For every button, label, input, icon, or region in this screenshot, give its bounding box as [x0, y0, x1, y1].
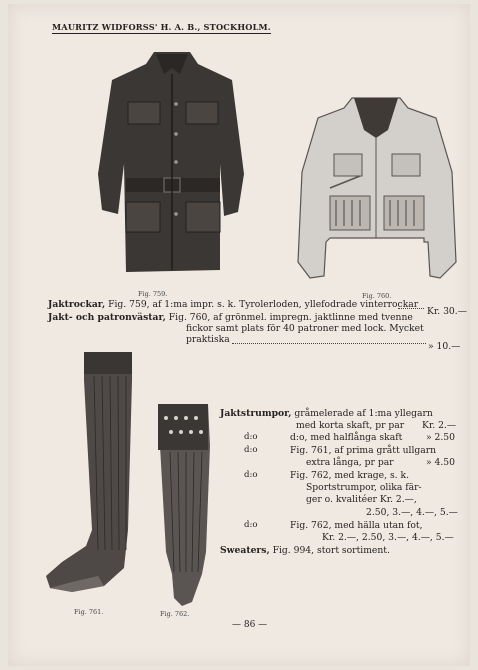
- sweaters-title: Sweaters,: [220, 545, 270, 556]
- stockings-row-5-line-2: Kr. 2.—, 2.50, 3.—, 4.—, 5.—: [322, 532, 454, 543]
- vest-entry: [48, 312, 413, 323]
- vest-title: Jakt- och patronvästar,: [48, 312, 166, 323]
- vest-line-2: fickor samt plats för 40 patroner med lock. Mycket: [186, 323, 424, 334]
- stockings-row-3-line-1: Fig. 761, af prima grått ullgarn: [290, 445, 437, 456]
- sport-stocking-illustration: [152, 402, 214, 608]
- sweaters-entry: [220, 545, 390, 556]
- figure-label-759: Fig. 759.: [138, 290, 168, 298]
- sweaters-description: Fig. 994, stort sortiment.: [272, 545, 390, 556]
- vest-line-3: praktiska: [186, 334, 230, 345]
- stockings-entry: [220, 408, 433, 419]
- hunting-coat-illustration: [92, 44, 252, 284]
- stockings-row-4-line-3: ger o. kvalitéer Kr. 2.—,: [306, 494, 417, 505]
- ditto-mark: d:o: [244, 432, 258, 442]
- page-header: MAURITZ WIDFORSS' H. A. B., STOCKHOLM.: [52, 22, 271, 32]
- stockings-title: Jaktstrumpor,: [220, 408, 292, 419]
- stockings-row-5-line-1: Fig. 762, med hälla utan fot,: [290, 520, 423, 531]
- jacket-title: Jaktrockar,: [48, 299, 106, 310]
- stockings-row-4-line-2: Sportstrumpor, olika fär-: [306, 482, 422, 493]
- ditto-mark: d:o: [244, 520, 258, 530]
- stockings-price-1: Kr. 2.—: [422, 420, 457, 431]
- stockings-row-3-line-2: extra långa, pr par: [306, 457, 394, 468]
- long-stocking-illustration: [42, 350, 138, 600]
- leader-dots: [232, 343, 426, 344]
- figure-label-761: Fig. 761.: [74, 608, 104, 616]
- stockings-price-3: » 4.50: [426, 457, 455, 468]
- figure-label-762: Fig. 762.: [160, 610, 190, 618]
- vest-price: » 10.—: [428, 341, 461, 352]
- ditto-mark: d:o: [244, 470, 258, 480]
- vest-line-1: Fig. 760, af grönmel. impregn. jaktlinne med tvenne: [168, 312, 413, 323]
- cartridge-vest-illustration: [290, 92, 462, 284]
- stockings-price-2: » 2.50: [426, 432, 455, 443]
- jacket-description: Fig. 759, af 1:ma impr. s. k. Tyrolerloden, yllefodrade vinterrockar: [108, 299, 419, 310]
- ditto-mark: d:o: [244, 445, 258, 455]
- stockings-row-4-line-1: Fig. 762, med krage, s. k.: [290, 470, 410, 481]
- stockings-line-1: gråmelerade af 1:ma yllegarn: [294, 408, 433, 419]
- jacket-entry: [48, 299, 418, 310]
- figure-label-760: Fig. 760.: [362, 292, 392, 300]
- page-number: — 86 —: [232, 620, 268, 630]
- stockings-row-4-line-4: 2.50, 3.—, 4.—, 5.—: [366, 507, 458, 518]
- stockings-row-2: d:o, med halflånga skaft: [290, 432, 403, 443]
- stockings-line-2: med korta skaft, pr par: [296, 420, 405, 431]
- jacket-price: Kr. 30.—: [427, 306, 467, 317]
- leader-dots: [398, 308, 424, 309]
